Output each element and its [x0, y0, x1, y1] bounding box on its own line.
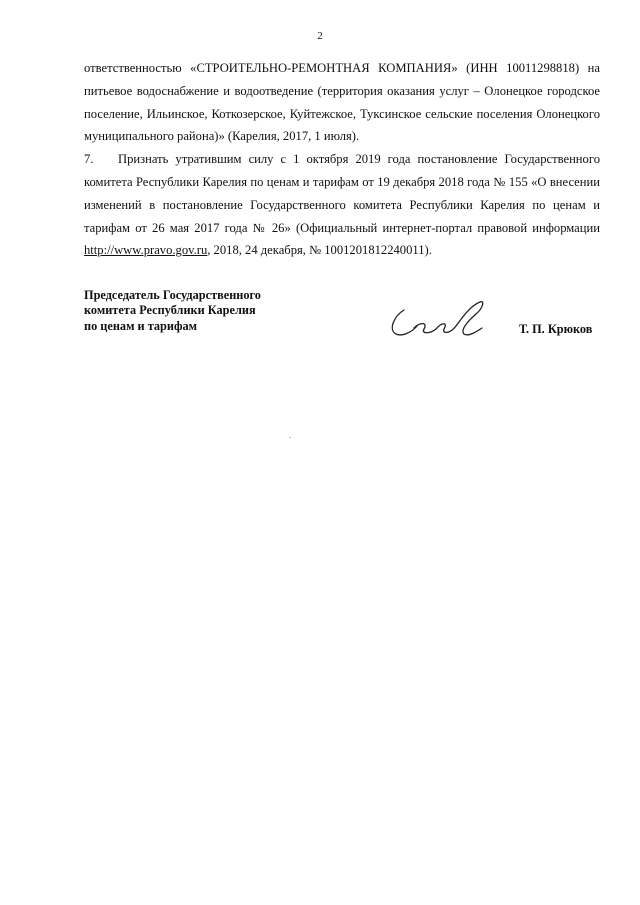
signatory-title: [84, 288, 261, 334]
item-number: 7.: [84, 152, 94, 167]
paragraph-continuation: ответственностью «СТРОИТЕЛЬНО-РЕМОНТНАЯ КОМПАНИЯ» (ИНН 10011298818) на питьевое водоснабжение и водоотведение (территория оказания услуг – Олонецкое городское поселение, Ильинское, Коткозерское, Куйтежское, Туксинское сельские поселения Олонецкого муниципального района)» (Карелия, 2017, 1 июля).: [84, 61, 600, 144]
signatory-title-line-3: по ценам и тарифам: [84, 318, 197, 333]
document-body: [84, 57, 600, 262]
signatory-title-line-1: Председатель Государственного: [84, 288, 261, 302]
paragraph-item-7: [84, 148, 600, 262]
scan-speck: [289, 437, 291, 438]
item-7-text-after-link: , 2018, 24 декабря, № 1001201812240011).: [207, 243, 432, 258]
signatory-title-line-2: комитета Республики Карелия: [84, 303, 256, 318]
item-7-text-before-link: Признать утратившим силу с 1 октября 2019 года постановление Государственного комитета Республики Карелия по ценам и тарифам от 19 декабря 2018 года № 155 «О внесении изменений в постановление Государственного комитета Республики Карелия по ценам и тарифам от 26 мая 2017 года № 26» (Официальный интернет-портал правовой информации: [84, 152, 600, 235]
page-number: 2: [317, 30, 323, 42]
signer-name: Т. П. Крюков: [519, 322, 593, 336]
pravo-portal-link[interactable]: http://www.pravo.gov.ru: [84, 243, 208, 258]
handwritten-signature: [384, 296, 494, 346]
